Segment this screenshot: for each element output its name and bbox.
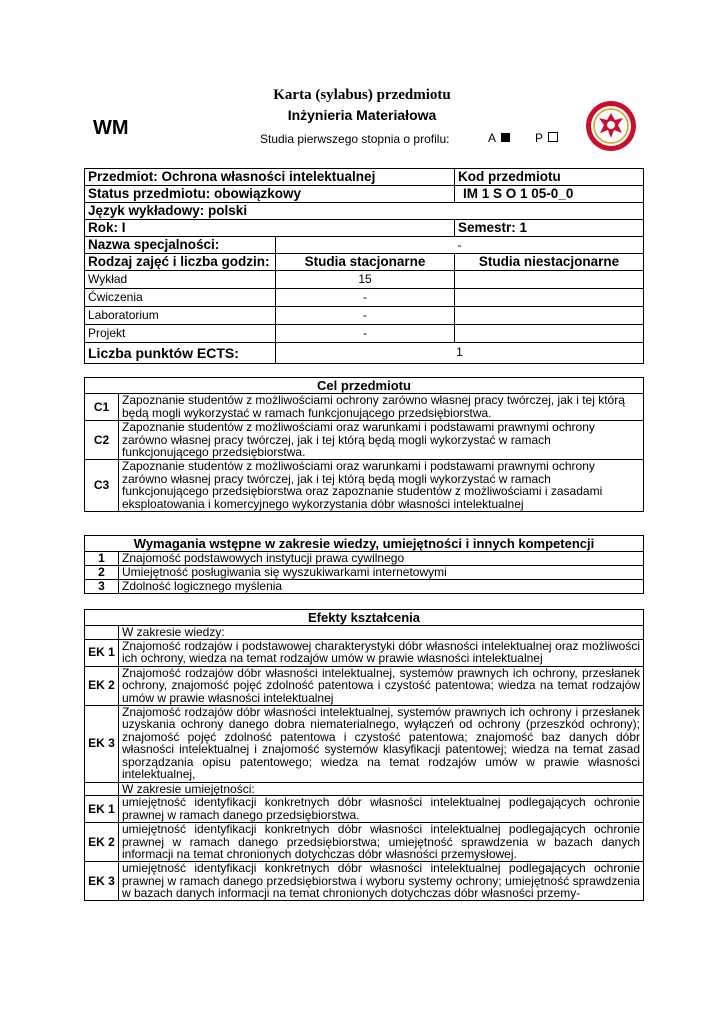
full-time-header: Studia stacjonarne <box>276 254 455 271</box>
outcome-code: EK 1 <box>85 796 119 823</box>
profile-option-p: P <box>535 131 558 145</box>
profile-label: Studia pierwszego stopnia o profilu: <box>260 132 450 146</box>
outcomes-table <box>84 609 644 901</box>
class-type-label: Rodzaj zajęć i liczba godzin: <box>85 254 276 271</box>
course-name: Przedmiot: Ochrona własności intelektualnej <box>85 169 455 186</box>
class-type-name: Laboratorium <box>85 307 276 325</box>
knowledge-section-label: W zakresie wiedzy: <box>119 626 644 640</box>
prerequisite-text: Zdolność logicznego myślenia <box>119 580 644 594</box>
goal-code: C3 <box>85 460 119 512</box>
course-code-label: Kod przedmiotu <box>455 169 644 186</box>
course-language: Język wykładowy: polski <box>85 203 644 220</box>
part-time-hours <box>455 289 644 307</box>
part-time-header: Studia niestacjonarne <box>455 254 644 271</box>
full-time-hours: - <box>276 325 455 343</box>
empty-square-icon <box>548 132 558 142</box>
goals-title: Cel przedmiotu <box>85 378 644 394</box>
full-time-hours: - <box>276 307 455 325</box>
class-type-name: Projekt <box>85 325 276 343</box>
goal-text: Zapoznanie studentów z możliwościami ochrony zarówno własnej pracy twórczej, jak i tej którą będą mogli wykorzystać w ramach funkcjonującego przedsiębiorstwa. <box>119 394 644 421</box>
profile-option-a: A <box>488 131 510 145</box>
goal-code: C1 <box>85 394 119 421</box>
course-semester: Semestr: 1 <box>455 220 644 237</box>
outcome-code: EK 3 <box>85 705 119 782</box>
outcome-code: EK 2 <box>85 666 119 705</box>
prerequisite-number: 3 <box>85 580 119 594</box>
full-time-hours: - <box>276 289 455 307</box>
goal-code: C2 <box>85 421 119 460</box>
skills-section-label: W zakresie umiejętności: <box>119 782 644 796</box>
outcome-code: EK 2 <box>85 823 119 862</box>
part-time-hours <box>455 325 644 343</box>
outcome-text: Znajomość rodzajów i podstawowej charakterystyki dóbr własności intelektualnej oraz możliwości ich ochrony, wiedza na temat rodzajów umów w prawie własności intelektualnej <box>119 639 644 666</box>
part-time-hours <box>455 271 644 289</box>
faculty-abbrev: WM <box>93 117 129 139</box>
prerequisites-title: Wymagania wstępne w zakresie wiedzy, umiejętności i innych kompetencji <box>85 536 644 552</box>
part-time-hours <box>455 307 644 325</box>
ects-label: Liczba punktów ECTS: <box>85 343 276 364</box>
class-type-name: Wykład <box>85 271 276 289</box>
prerequisite-text: Umiejętność posługiwania się wyszukiwarkami internetowymi <box>119 566 644 580</box>
prerequisites-table <box>84 535 644 594</box>
class-type-name: Ćwiczenia <box>85 289 276 307</box>
university-logo <box>585 100 637 152</box>
prerequisite-number: 1 <box>85 552 119 566</box>
course-status: Status przedmiotu: obowiązkowy <box>85 186 455 203</box>
program-name: Inżynieria Materiałowa <box>287 107 437 123</box>
outcomes-title: Efekty kształcenia <box>85 610 644 626</box>
outcome-code: EK 3 <box>85 862 119 901</box>
document-title: Karta (sylabus) przedmiotu <box>273 87 451 103</box>
goals-table <box>84 377 644 512</box>
course-info-table <box>84 168 644 364</box>
outcome-code: EK 1 <box>85 639 119 666</box>
outcome-text: Znajomość rodzajów dóbr własności intelektualnej, systemów prawnych ich ochrony, przesłanek ochrony, znajomość pojęć zdolność patentowa i czystość patentowa; wiedza na temat rodzajów umów w prawie własności intelektualnej <box>119 666 644 705</box>
full-time-hours: 15 <box>276 271 455 289</box>
outcome-text: umiejętność identyfikacji konkretnych dóbr własności intelektualnej podlegających ochronie prawnej w ramach danego przedsiębiorstwa i wyboru systemy ochrony; umiejętność sprawdzenia w bazach danych informacji na temat chronionych dotychczas dóbr własności przemy- <box>119 862 644 901</box>
outcome-text: umiejętność identyfikacji konkretnych dóbr własności intelektualnej podlegających ochronie prawnej w ramach danego przedsiębiorstwa; umiejętność sprawdzenia w bazach danych informacji na temat chronionych dotychczas dóbr własności przemysłowej. <box>119 823 644 862</box>
prerequisite-text: Znajomość podstawowych instytucji prawa cywilnego <box>119 552 644 566</box>
ects-value: 1 <box>276 343 644 364</box>
goal-text: Zapoznanie studentów z możliwościami oraz warunkami i podstawami prawnymi ochrony zarówno własnej pracy twórczej, jak i tej którą będą mogli wykorzystać w ramach funkcjonującego przedsiębiorstwa oraz zapoznanie studentów z możliwościami i zasadami eksploatowania i komercyjnego wykorzystania dóbr własności intelektualnej <box>119 460 644 512</box>
specialty-label: Nazwa specjalności: <box>85 237 276 254</box>
checked-square-icon <box>501 133 510 142</box>
outcome-text: umiejętność identyfikacji konkretnych dóbr własności intelektualnej podlegających ochronie prawnej w ramach danego przedsiębiorstwa. <box>119 796 644 823</box>
prerequisite-number: 2 <box>85 566 119 580</box>
specialty-value: - <box>276 237 644 254</box>
goal-text: Zapoznanie studentów z możliwościami oraz warunkami i podstawami prawnymi ochrony zarówno własnej pracy twórczej, jak i tej którą będą mogli wykorzystać w ramach funkcjonującego przedsiębiorstwa. <box>119 421 644 460</box>
course-code: IM 1 S O 1 05-0_0 <box>455 186 644 203</box>
course-year: Rok: I <box>85 220 455 237</box>
outcome-text: Znajomość rodzajów dóbr własności intelektualnej, systemów prawnych ich ochrony i przesłanek uzyskania ochrony danego dobra niematerialnego, wyłączeń od ochrony (przeszkód ochrony); znajomość pojęć zdolność patentowa i czystość patentowa; znajomość baz danych dóbr własności intelektualnej i znajomość systemów klasyfikacji patentowej; wiedza na temat zasad sporządzania opisu patentowego; wiedza na temat rodzajów umów w prawie własności intelektualnej, <box>119 705 644 782</box>
